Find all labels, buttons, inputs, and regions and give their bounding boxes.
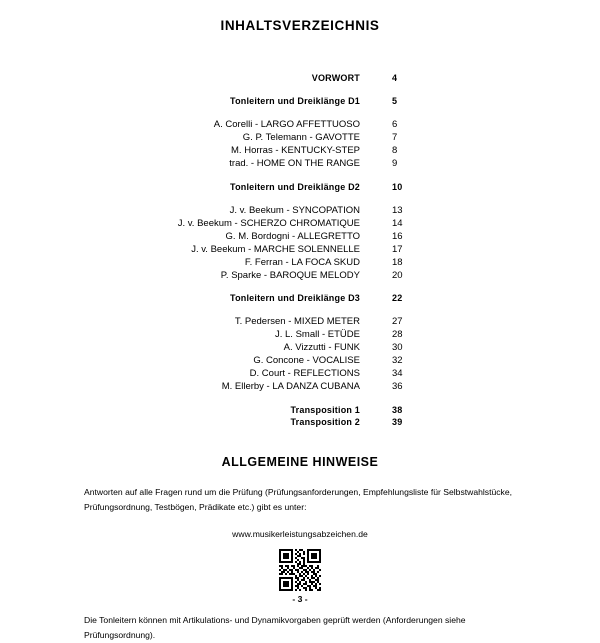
toc-section-row[interactable] [0, 418, 600, 427]
toc-entry-row[interactable] [0, 146, 600, 156]
toc-spacer [0, 192, 600, 206]
toc-entry-page: 30 [392, 342, 403, 353]
toc-entry-label: Tonleitern und Dreiklänge D2 [230, 181, 360, 192]
document-page [0, 18, 600, 641]
toc-spacer [0, 303, 600, 317]
toc-section-row[interactable] [0, 74, 600, 83]
toc-entry-label: G. P. Telemann - GAVOTTE [242, 132, 360, 143]
toc-entry-row[interactable] [0, 232, 600, 242]
toc-entry-row[interactable] [0, 343, 600, 353]
toc-entry-label: T. Pedersen - MIXED METER [234, 316, 360, 327]
toc-entry-label: J. v. Beekum - MARCHE SOLENNELLE [191, 243, 360, 255]
toc-entry-label: P. Sparke - BAROQUE MELODY [220, 269, 360, 281]
toc-spacer [0, 106, 600, 120]
notes-paragraph-1: Antworten auf alle Fragen rund um die Prüfung (Prüfungsanforderungen, Empfehlungsliste für Selbstwahlstücke, Prüfungsordnung, Testbögen, Prädikate etc.) gibt es unter: [84, 487, 513, 513]
table-of-contents [0, 57, 600, 427]
toc-entry-page: 39 [392, 417, 403, 427]
toc-entry-page: 9 [392, 158, 398, 169]
notes-paragraph-2: Die Tonleitern können mit Artikulations- und Dynamikvorgaben geprüft werden (Anforderungen siehe Prüfungsordnung). [84, 615, 466, 641]
toc-entry-row[interactable] [0, 120, 600, 130]
toc-entry-label: G. Concone - VOCALISE [253, 355, 360, 366]
toc-entry-page: 7 [392, 132, 398, 143]
toc-entry-row[interactable] [0, 133, 600, 143]
page-number: - 3 - [292, 594, 308, 604]
toc-entry-page: 5 [392, 96, 398, 106]
toc-entry-page: 28 [392, 329, 403, 340]
toc-entry-page: 6 [392, 119, 398, 130]
toc-section-row[interactable] [0, 406, 600, 415]
toc-entry-label: A. Vizzutti - FUNK [283, 342, 360, 353]
toc-entry-page: 4 [392, 73, 398, 83]
toc-entry-label: J. v. Beekum - SYNCOPATION [229, 204, 360, 216]
toc-entry-row[interactable] [0, 245, 600, 255]
toc-entry-page: 32 [392, 355, 403, 366]
toc-entry-page: 16 [392, 230, 403, 242]
toc-entry-row[interactable] [0, 159, 600, 169]
section-heading-allgemeine-hinweise: ALLGEMEINE HINWEISE [221, 455, 379, 469]
toc-entry-page: 17 [392, 243, 403, 255]
toc-entry-label: VORWORT [311, 73, 360, 83]
toc-entry-page: 18 [392, 256, 403, 268]
toc-entry-label: F. Ferran - LA FOCA SKUD [244, 256, 360, 268]
toc-entry-page: 20 [392, 269, 403, 281]
toc-entry-page: 10 [392, 181, 403, 192]
toc-entry-row[interactable] [0, 356, 600, 366]
toc-entry-page: 8 [392, 145, 398, 156]
toc-entry-label: G. M. Bordogni - ALLEGRETTO [225, 230, 360, 242]
toc-section-row[interactable] [0, 294, 600, 303]
toc-entry-label: Transposition 2 [290, 417, 360, 427]
toc-entry-label: trad. - HOME ON THE RANGE [229, 158, 360, 169]
toc-spacer [0, 83, 600, 97]
toc-entry-row[interactable] [0, 258, 600, 268]
toc-entry-label: J. L. Small - ETÜDE [275, 329, 360, 340]
toc-section-row[interactable] [0, 183, 600, 192]
website-url: www.musikerleistungsabzeichen.de [232, 529, 368, 540]
toc-entry-page: 27 [392, 316, 403, 327]
toc-entry-row[interactable] [0, 271, 600, 281]
toc-entry-label: A. Corelli - LARGO AFFETTUOSO [213, 119, 360, 130]
toc-entry-label: Tonleitern und Dreiklänge D3 [230, 293, 360, 303]
toc-spacer [0, 280, 600, 294]
toc-entry-row[interactable] [0, 369, 600, 379]
toc-section-row[interactable] [0, 97, 600, 106]
toc-spacer [0, 392, 600, 406]
page-title: INHALTSVERZEICHNIS [220, 18, 380, 33]
toc-entry-row[interactable] [0, 206, 600, 216]
qr-code-wrapper [0, 549, 600, 591]
toc-entry-page: 13 [392, 204, 403, 216]
toc-entry-label: M. Horras - KENTUCKY-STEP [231, 145, 360, 156]
toc-entry-row[interactable] [0, 219, 600, 229]
toc-entry-label: J. v. Beekum - SCHERZO CHROMATIQUE [177, 217, 360, 229]
toc-entry-row[interactable] [0, 382, 600, 392]
toc-entry-page: 14 [392, 217, 403, 229]
toc-entry-page: 34 [392, 368, 403, 379]
toc-spacer [0, 169, 600, 183]
toc-entry-page: 22 [392, 293, 403, 303]
toc-entry-label: M. Ellerby - LA DANZA CUBANA [221, 381, 360, 392]
qr-code-icon [279, 549, 321, 591]
toc-spacer [0, 57, 600, 74]
toc-entry-row[interactable] [0, 317, 600, 327]
toc-entry-page: 36 [392, 381, 403, 392]
toc-entry-page: 38 [392, 404, 403, 415]
toc-entry-label: Tonleitern und Dreiklänge D1 [230, 96, 360, 106]
toc-entry-row[interactable] [0, 330, 600, 340]
toc-entry-label: D. Court - REFLECTIONS [249, 368, 360, 379]
toc-entry-label: Transposition 1 [290, 404, 360, 415]
